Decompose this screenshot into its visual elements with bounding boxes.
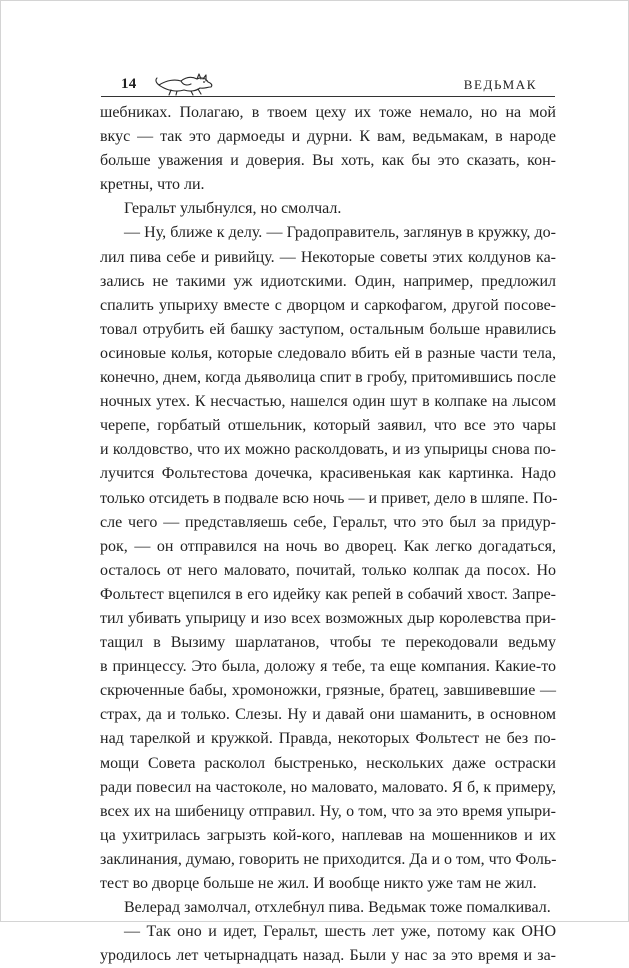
body-text — [100, 101, 556, 968]
text-line: Велерад замолчал, отхлебнул пива. Ведьмак тоже помалкивал. — [124, 899, 551, 917]
text-line: осиновые колья, которые следовало вбить ей в разные части тела, — [100, 344, 556, 362]
wolf-medallion-icon — [153, 71, 223, 97]
text-line: сле чего — представляешь себе, Геральт, что это был за придур- — [100, 513, 556, 531]
text-line: тест во дворце больше не жил. И вообще никто уже там не жил. — [100, 875, 537, 892]
text-line: черепе, горбатый отшельник, который заявил, что все это чары — [100, 417, 556, 435]
text-line: тил убивать упырицу и изо всех возможных дыр королевства при- — [100, 609, 556, 627]
text-line: заклинания, думаю, говорить не приходится. Да и о том, что Фоль- — [100, 850, 557, 868]
text-line: уродилось лет четырнадцать назад. Были у нас за это время и за- — [100, 947, 556, 965]
text-line: лучится Фольтестова дочечка, красивенькая как картинка. Надо — [100, 465, 556, 483]
text-line: ца ухитрилась загрызть кой-кого, наплевав на мошенников и их — [100, 826, 556, 844]
text-line: рок, — он отправился на ночь во дворец. Как легко догадаться, — [100, 537, 556, 555]
text-line: Фольтест вцепился в его идейку как репей в собачий хвост. Запре- — [100, 585, 556, 603]
text-line: шебниках. Полагаю, в твоем цеху их тоже немало, но на мой — [100, 104, 556, 121]
text-line: в принцессу. Это была, доложу я тебе, та еще компания. Какие-то — [100, 658, 556, 676]
text-line: зались не такими уж идиотскими. Один, например, предложил — [100, 272, 556, 290]
text-line: спалить упыриху вместе с дворцом и саркофагом, другой посове- — [100, 296, 556, 314]
text-line: и колдовство, что их можно расколдовать, и из упырицы снова по- — [100, 441, 556, 459]
text-line: только отсидеть в подвале всю ночь — и привет, дело в шляпе. По- — [100, 489, 558, 507]
text-line: лил пива себе и ривийцу. — Некоторые советы этих колдунов ка- — [100, 248, 556, 266]
text-line: конечно, днем, когда дьяволица спит в гробу, притомившись после — [100, 369, 556, 387]
text-line: больше уважения и доверия. Вы хоть, как бы это сказать, кон- — [100, 152, 556, 170]
text-line: страх, да и только. Слезы. Ну и давай они шаманить, в основном — [100, 706, 556, 724]
text-line: товал отрубить ей башку заступом, остальным больше нравились — [100, 320, 556, 338]
page-header — [101, 73, 555, 97]
text-line: — Ну, ближе к делу. — Градоправитель, заглянув в кружку, до- — [124, 224, 556, 242]
text-line: ради повесил на частоколе, но маловато, маловато. Я б, к примеру, — [100, 778, 556, 796]
text-line: — Так оно и идет, Геральт, шесть лет уже, потому как ОНО — [124, 923, 556, 941]
text-line: всех их на шибеницу отправил. Ну, о том, что за это время упыри- — [100, 802, 556, 820]
text-line: тащил в Вызиму шарлатанов, чтобы те перекодовали ведьму — [100, 634, 556, 652]
header-rule — [101, 96, 555, 97]
running-title: ВЕДЬМАК — [463, 77, 537, 92]
text-line: вкус — так это дармоеды и дурни. К вам, ведьмакам, в народе — [100, 128, 556, 146]
text-line: скрюченные бабы, хромоножки, грязные, братец, завшивевшие — — [100, 682, 556, 700]
text-line: кретны, что ли. — [100, 176, 205, 194]
text-line: мощи Совета расколол быстренько, нескольких даже остраски — [100, 754, 556, 772]
text-line: ночных утех. К несчастью, нашелся один шут в колпаке на лысом — [100, 393, 556, 411]
text-line: Геральт улыбнулся, но смолчал. — [124, 200, 342, 218]
text-line: осталось от него маловато, почитай, только колпак да посох. Но — [100, 561, 556, 579]
text-line: над тарелкой и кружкой. Правда, некоторых Фольтест не без по- — [100, 730, 556, 748]
page-number: 14 — [121, 76, 137, 92]
